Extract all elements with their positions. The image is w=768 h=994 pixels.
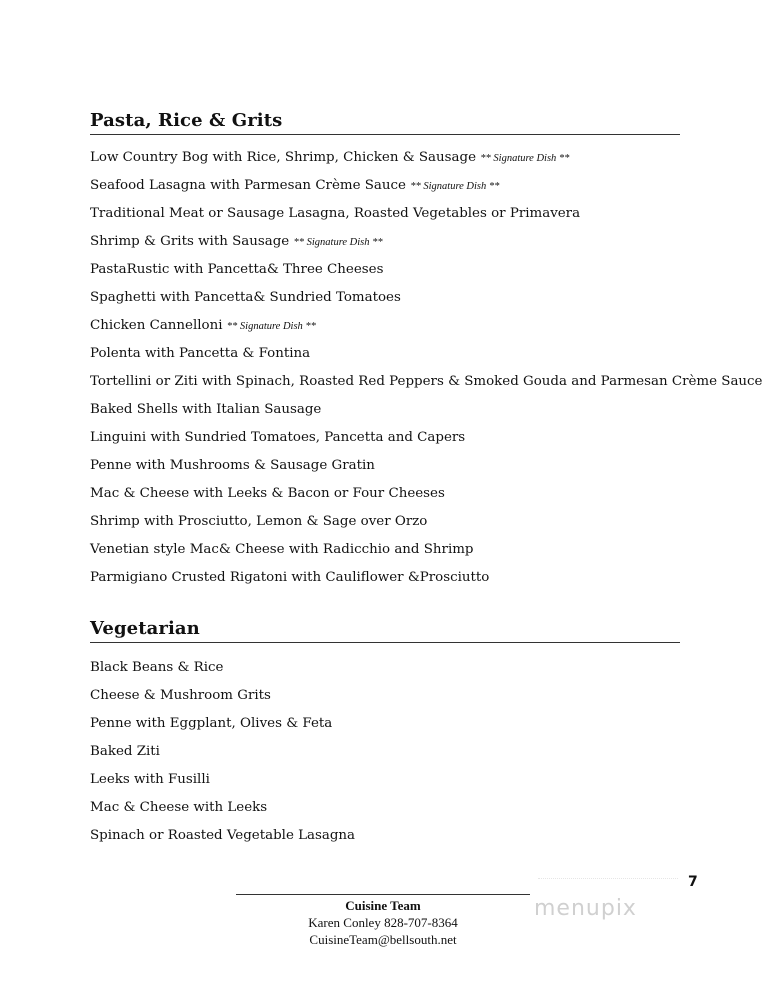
menu-item-name: Mac & Cheese with Leeks — [90, 800, 268, 815]
menu-list — [90, 144, 763, 592]
menu-item — [90, 766, 680, 794]
page-number: 7 — [688, 874, 698, 890]
menu-item — [90, 396, 680, 424]
section-pasta-rice-grits — [90, 110, 763, 592]
menu-item — [90, 822, 680, 850]
menu-item — [90, 452, 680, 480]
menu-item-name: Seafood Lasagna with Parmesan Crème Sauce — [90, 178, 406, 193]
watermark-dots — [538, 878, 678, 885]
menu-item — [90, 710, 680, 738]
menu-item — [90, 256, 680, 284]
menu-item-name: Black Beans & Rice — [90, 660, 224, 675]
footer-contact: Karen Conley 828-707-8364 — [308, 915, 458, 930]
menu-item-name: Venetian style Mac& Cheese with Radicchio and Shrimp — [90, 542, 474, 557]
signature-dish-note: ** Signature Dish ** — [410, 181, 500, 192]
menu-item-name: Shrimp with Prosciutto, Lemon & Sage over Orzo — [90, 514, 428, 529]
section-title: Vegetarian — [90, 618, 680, 643]
menu-item-name: Low Country Bog with Rice, Shrimp, Chicken & Sausage — [90, 150, 477, 165]
menu-item — [90, 312, 680, 340]
signature-dish-note: ** Signature Dish ** — [293, 237, 383, 248]
menu-item-name: Linguini with Sundried Tomatoes, Pancetta and Capers — [90, 430, 466, 445]
signature-dish-note: ** Signature Dish ** — [480, 153, 570, 164]
menu-item-name: Baked Shells with Italian Sausage — [90, 402, 322, 417]
footer-team: Cuisine Team — [345, 898, 421, 913]
menu-item-name: Mac & Cheese with Leeks & Bacon or Four Cheeses — [90, 486, 445, 501]
menu-item-name: Spaghetti with Pancetta& Sundried Tomatoes — [90, 290, 401, 305]
menu-item-name: Penne with Eggplant, Olives & Feta — [90, 716, 333, 731]
menu-item — [90, 508, 680, 536]
menu-item-name: PastaRustic with Pancetta& Three Cheeses — [90, 262, 384, 277]
menu-item — [90, 738, 680, 766]
section-vegetarian — [90, 618, 680, 850]
menu-item-name: Penne with Mushrooms & Sausage Gratin — [90, 458, 375, 473]
menu-item — [90, 794, 680, 822]
menu-item-name: Chicken Cannelloni — [90, 318, 223, 333]
menu-item-name: Cheese & Mushroom Grits — [90, 688, 271, 703]
menu-item — [90, 340, 680, 368]
menu-item — [90, 228, 680, 256]
menu-item-name: Shrimp & Grits with Sausage — [90, 234, 290, 249]
menu-item — [90, 200, 680, 228]
menu-item-name: Leeks with Fusilli — [90, 772, 210, 787]
watermark-logo: menupix — [534, 896, 637, 921]
menu-item — [90, 536, 680, 564]
signature-dish-note: ** Signature Dish ** — [226, 321, 316, 332]
footer-divider — [236, 894, 530, 895]
menu-item-name: Traditional Meat or Sausage Lasagna, Roasted Vegetables or Primavera — [90, 206, 581, 221]
menu-list — [90, 654, 680, 850]
menu-item-name: Polenta with Pancetta & Fontina — [90, 346, 311, 361]
menu-item — [90, 564, 680, 592]
menu-item — [90, 654, 680, 682]
menu-item-name: Parmigiano Crusted Rigatoni with Cauliflower &Prosciutto — [90, 570, 490, 585]
menu-item-name: Spinach or Roasted Vegetable Lasagna — [90, 828, 356, 843]
menu-item — [90, 480, 680, 508]
section-title: Pasta, Rice & Grits — [90, 110, 680, 135]
menu-item-name: Baked Ziti — [90, 744, 160, 759]
menu-item-name: Tortellini or Ziti with Spinach, Roasted Red Peppers & Smoked Gouda and Parmesan Crème Sauce — [90, 374, 763, 389]
footer-email: CuisineTeam@bellsouth.net — [309, 932, 457, 947]
menu-item — [90, 144, 680, 172]
menu-item — [90, 172, 680, 200]
menu-item — [90, 368, 763, 396]
menu-item — [90, 424, 680, 452]
menu-item — [90, 284, 680, 312]
menu-item — [90, 682, 680, 710]
